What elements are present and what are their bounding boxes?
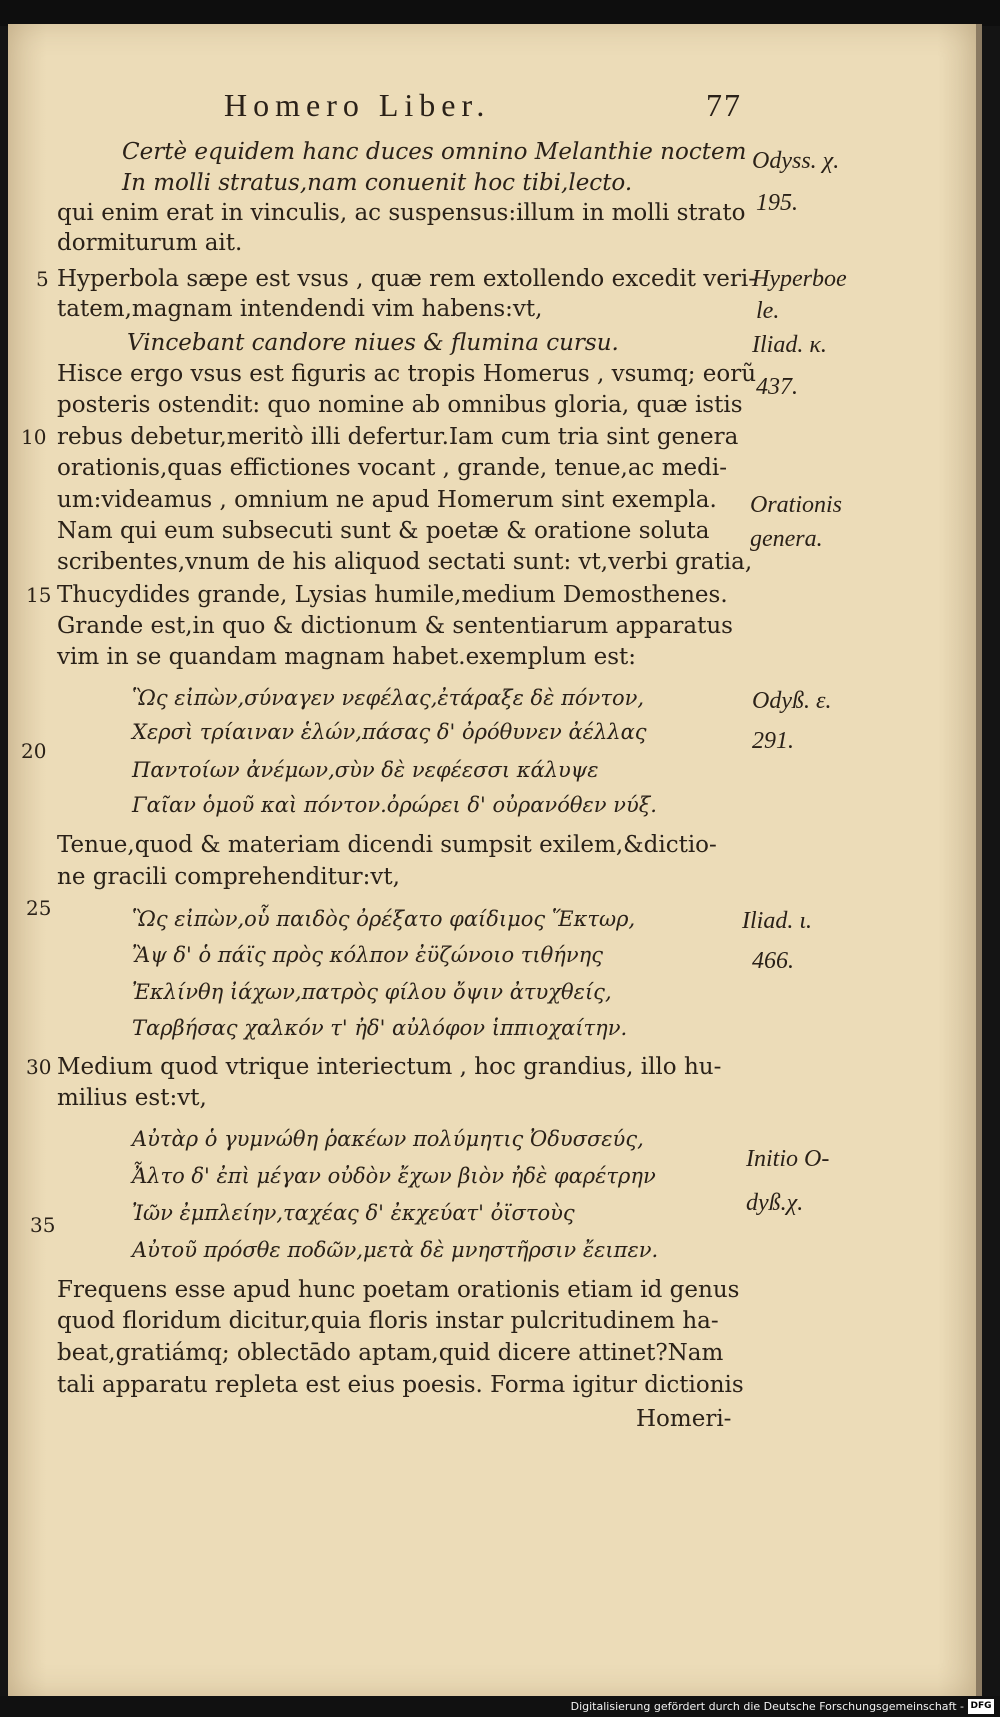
greek-verse-line: Αὐτὰρ ὁ γυμνώθη ῥακέων πολύμητις Ὀδυσσεύς,	[132, 1127, 644, 1151]
body-line: um:videamus , omnium ne apud Homerum sint exempla.	[57, 487, 717, 513]
margin-note: Iliad. ι.	[742, 908, 812, 934]
margin-note: le.	[756, 298, 780, 324]
greek-verse-line: Ὣς εἰπὼν,σύναγεν νεφέλας,ἐτάραξε δὲ πόντον,	[132, 686, 645, 710]
body-line: Nam qui eum subsecuti sunt & poetæ & oratione soluta	[57, 518, 710, 544]
body-line: Hyperbola sæpe est vsus , quæ rem extollendo excedit veri-	[57, 266, 757, 292]
margin-note: genera.	[750, 526, 823, 552]
margin-note: Orationis	[750, 492, 843, 518]
line-number: 30	[26, 1055, 52, 1079]
line-number: 35	[30, 1213, 56, 1237]
body-line: Frequens esse apud hunc poetam orationis etiam id genus	[57, 1277, 740, 1303]
greek-verse-line: Ἂψ δ' ὁ πάϊς πρὸς κόλπον ἐϋζώνοιο τιθήνης	[132, 943, 603, 967]
catchword: Homeri-	[636, 1406, 732, 1432]
body-line: Medium quod vtrique interiectum , hoc grandius, illo hu-	[57, 1054, 722, 1080]
body-line: dormiturum ait.	[57, 230, 243, 256]
margin-note: 291.	[752, 728, 794, 754]
greek-verse-line: Παντοίων ἀνέμων,σὺν δὲ νεφέεσσι κάλυψε	[132, 758, 599, 782]
running-title: Homero Liber.	[224, 87, 491, 123]
greek-verse-line: Ὣς εἰπὼν,οὗ παιδὸς ὀρέξατο φαίδιμος Ἕκτωρ,	[132, 907, 636, 931]
body-line: tali apparatu repleta est eius poesis. Forma igitur dictionis	[57, 1372, 744, 1398]
body-line: qui enim erat in vinculis, ac suspensus:illum in molli strato	[57, 200, 746, 226]
body-line: Hisce ergo vsus est figuris ac tropis Homerus , vsumq; eorũ	[57, 361, 757, 387]
body-line: ne gracili comprehenditur:vt,	[57, 864, 400, 890]
greek-verse-line: Ἰῶν ἐμπλείην,ταχέας δ' ἐκχεύατ' ὀϊστοὺς	[132, 1201, 575, 1225]
line-number: 5	[36, 267, 49, 291]
body-line: vim in se quandam magnam habet.exemplum est:	[57, 644, 637, 670]
page-number: 77	[706, 87, 742, 123]
body-line: Grande est,in quo & dictionum & sententiarum apparatus	[57, 613, 733, 639]
page-edge	[976, 24, 982, 1696]
body-line: milius est:vt,	[57, 1085, 207, 1111]
greek-verse-line: Χερσὶ τρίαιναν ἑλών,πάσας δ' ὀρόθυνεν ἀέλλας	[132, 720, 647, 744]
margin-note: dyß.χ.	[746, 1190, 804, 1216]
body-line: rebus debetur,meritò illi defertur.Iam cum tria sint genera	[57, 424, 739, 450]
margin-note: 466.	[752, 948, 794, 974]
margin-note: Hyperboe	[752, 266, 847, 292]
body-line: beat,gratiámq; oblectādo aptam,quid dicere attinet?Nam	[57, 1340, 724, 1366]
body-line: Certè equidem hanc duces omnino Melanthie noctem	[122, 139, 747, 165]
body-line: Tenue,quod & materiam dicendi sumpsit exilem,&dictio-	[57, 832, 717, 858]
line-number: 15	[26, 583, 52, 607]
body-line: tatem,magnam intendendi vim habens:vt,	[57, 296, 543, 322]
line-number: 20	[21, 739, 47, 763]
viewer-top-bar	[0, 0, 1000, 26]
footer-credit-text: Digitalisierung gefördert durch die Deutsche Forschungsgemeinschaft -	[570, 1700, 964, 1713]
margin-note: Odyss. χ.	[752, 148, 840, 174]
greek-verse-line: Ἐκλίνθη ἰάχων,πατρὸς φίλου ὄψιν ἀτυχθείς,	[132, 980, 612, 1004]
body-line: In molli stratus,nam conuenit hoc tibi,lecto.	[122, 170, 633, 196]
footer-credit-bar	[0, 1696, 1000, 1717]
margin-note: 437.	[756, 374, 798, 400]
margin-note: Odyß. ε.	[752, 688, 832, 714]
greek-verse-line: Γαῖαν ὁμοῦ καὶ πόντον.ὀρώρει δ' οὐρανόθεν νύξ.	[132, 793, 657, 817]
dfg-logo-icon: DFG	[968, 1699, 994, 1714]
greek-verse-line: Αὐτοῦ πρόσθε ποδῶν,μετὰ δὲ μνηστῆρσιν ἔειπεν.	[132, 1238, 659, 1262]
margin-note: 195.	[756, 190, 798, 216]
line-number: 10	[21, 425, 47, 449]
margin-note: Initio O-	[746, 1146, 830, 1172]
body-line: Thucydides grande, Lysias humile,medium Demosthenes.	[57, 582, 728, 608]
greek-verse-line: Ταρβήσας χαλκόν τ' ἠδ' αὐλόφον ἱππιοχαίτην.	[132, 1016, 628, 1040]
greek-verse-line: Ἆλτο δ' ἐπὶ μέγαν οὐδὸν ἔχων βιὸν ἠδὲ φαρέτρην	[132, 1164, 656, 1188]
body-line: orationis,quas effictiones vocant , grande, tenue,ac medi-	[57, 455, 728, 481]
body-line: posteris ostendit: quo nomine ab omnibus gloria, quæ istis	[57, 392, 743, 418]
body-line: quod floridum dicitur,quia floris instar pulcritudinem ha-	[57, 1308, 719, 1334]
body-line: scribentes,vnum de his aliquod sectati sunt: vt,verbi gratia,	[57, 549, 753, 575]
body-line: Vincebant candore niues & flumina cursu.	[127, 330, 619, 356]
margin-note: Iliad. κ.	[752, 332, 827, 358]
line-number: 25	[26, 896, 52, 920]
